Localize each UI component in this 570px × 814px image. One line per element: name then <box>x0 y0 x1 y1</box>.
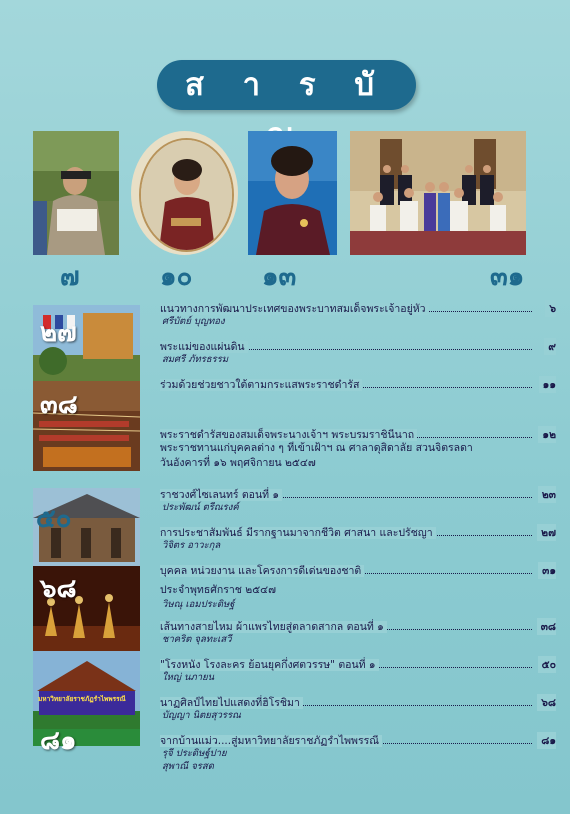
side-page-number: ๖๘ <box>40 574 77 604</box>
toc-subtitle: พระราชทานแก่บุคคลต่าง ๆ ที่เข้าเฝ้าฯ ณ ศาลาดุสิดาลัย สวนจิตรลดา <box>160 442 473 454</box>
toc-title: นาฏศิลป์ไทยไปแสดงที่ฮิโรชิมา <box>160 697 303 709</box>
toc-title: พระราชดำรัสของสมเด็จพระนางเจ้าฯ พระบรมราชินีนาถ <box>160 429 417 441</box>
page-title: ส า ร บั <box>157 60 416 110</box>
university-sign-text: มหาวิทยาลัยราชภัฏรำไพพรรณี <box>38 695 126 703</box>
toc-title: "โรงหนัง โรงละคร ย้อนยุคกึ่งศตวรรษ" ตอนที่ ๑ <box>160 659 379 671</box>
toc-entry[interactable] <box>160 300 556 328</box>
toc-author: ศรีบัตย์ บุญทอง <box>162 316 225 327</box>
queen-portrait <box>248 131 337 255</box>
toc-author: ชาคริต จุลทะเสวี <box>162 634 232 645</box>
side-page-number: ๘๑ <box>40 726 77 756</box>
toc-title: พระแม่ของแผ่นดิน <box>160 341 248 353</box>
royal-group-photo <box>350 131 526 255</box>
toc-page: ๒๗ <box>537 524 556 541</box>
photo-page-number: ๗ <box>60 262 80 292</box>
toc-author: วิจิตร อาวะกุล <box>162 540 221 551</box>
toc-author: ใหญ่ นภายน <box>162 672 215 683</box>
photo-page-number: ๑๓ <box>262 262 297 292</box>
toc-entry[interactable] <box>160 376 556 391</box>
toc-entry[interactable] <box>160 524 556 552</box>
toc-page: ๓๘ <box>537 618 556 635</box>
toc-title: ราชวงศ์ไซเลนทร์ ตอนที่ ๑ <box>160 489 282 501</box>
toc-subtitle: วันอังคารที่ ๑๖ พฤศจิกายน ๒๕๔๗ <box>160 457 316 469</box>
toc-title: ร่วมด้วยช่วยชาวใต้ตามกระแสพระราชดำรัส <box>160 379 362 391</box>
toc-entry[interactable] <box>160 618 556 646</box>
queen-oval-portrait <box>139 138 234 252</box>
toc-page: ๒๓ <box>538 486 556 503</box>
toc-title: แนวทางการพัฒนาประเทศของพระบาทสมเด็จพระเจ้าอยู่หัว <box>160 303 429 315</box>
toc-page: ๑๑ <box>539 376 556 393</box>
toc-author: วิษณุ เอมประดิษฐ์ <box>162 599 235 610</box>
side-page-number: ๕๐ <box>36 504 72 534</box>
toc-page: ๕๐ <box>538 656 556 673</box>
toc-title: บุคคล หน่วยงาน และโครงการดีเด่นของชาติ <box>160 565 364 577</box>
toc-entry[interactable] <box>160 732 556 773</box>
toc-page: ๑๒ <box>538 426 556 443</box>
toc-page: ๖๘ <box>537 694 556 711</box>
toc-entry[interactable] <box>160 562 556 611</box>
toc-entry[interactable] <box>160 656 556 684</box>
toc-page: ๖ <box>545 300 556 317</box>
toc-entry[interactable] <box>160 694 556 722</box>
toc-author: สุพาณี จรสด <box>162 761 214 772</box>
side-page-number: ๓๘ <box>40 390 78 420</box>
toc-entry[interactable] <box>160 486 556 514</box>
toc-title: การประชาสัมพันธ์ มีรากฐานมาจากชีวิต ศาสนา และปรัชญา <box>160 527 436 539</box>
toc-author: สมศรี ภัทรธรรม <box>162 354 229 365</box>
toc-entry[interactable] <box>160 338 556 366</box>
toc-page: ๙ <box>544 338 556 355</box>
toc-title: จากบ้านแม่ว....สู่มหาวิทยาลัยราชภัฏรำไพพรรณี <box>160 735 382 747</box>
toc-title: เส้นทางสายไหม ผ้าแพรไทยสู่ตลาดสากล ตอนที่ ๑ <box>160 621 387 633</box>
toc-subtitle: ประจำพุทธศักราช ๒๕๔๗ <box>160 584 276 596</box>
side-page-number: ๒๗ <box>40 318 77 348</box>
toc-author: บัญญา นิตยสุวรรณ <box>162 710 241 721</box>
toc-author: ประพัฒน์ ตรีณรงค์ <box>162 502 239 513</box>
photo-page-number: ๓๑ <box>490 262 525 292</box>
toc-page: ๓๑ <box>538 562 556 579</box>
photo-page-number: ๑๐ <box>160 262 193 292</box>
king-reading-photo <box>33 131 119 255</box>
toc-page: ๘๑ <box>537 732 556 749</box>
toc-author: รุจี ประดิษฐ์ปาย <box>162 748 227 759</box>
toc-entry[interactable] <box>160 426 556 471</box>
